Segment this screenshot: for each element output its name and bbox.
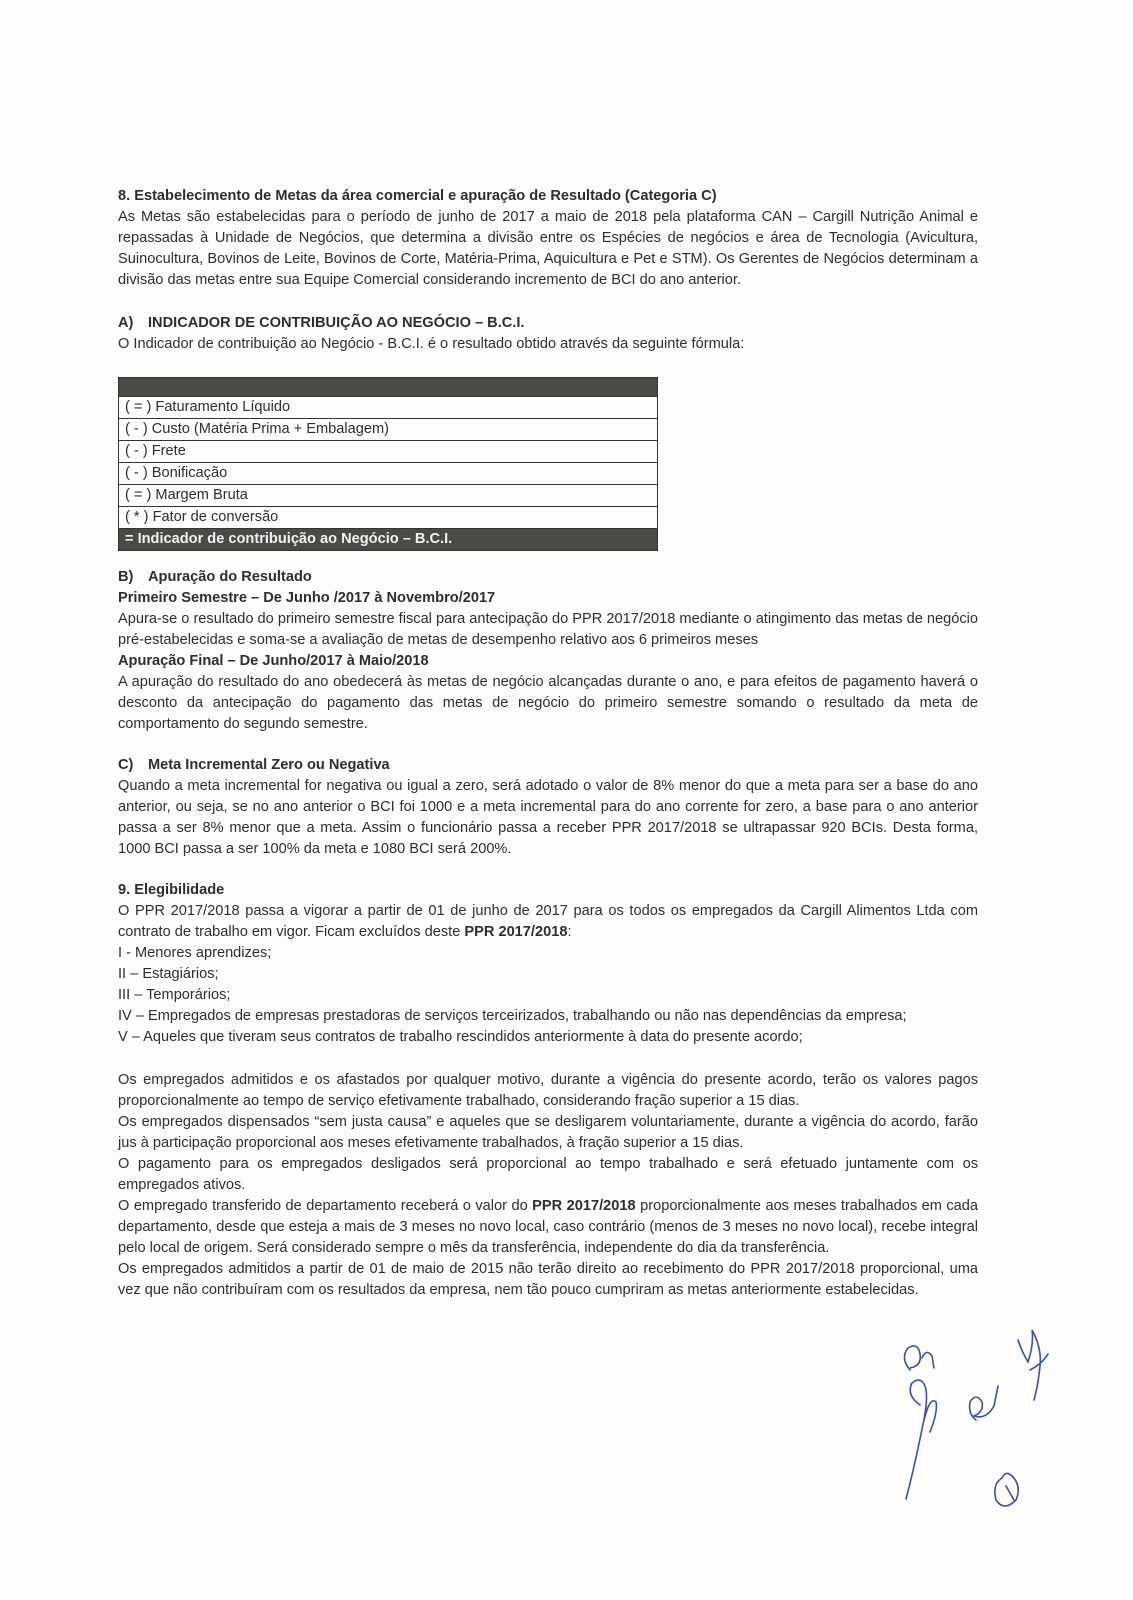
final-result-title: Apuração Final – De Junho/2017 à Maio/2018 bbox=[118, 653, 429, 669]
section-b-title: Apuração do Resultado bbox=[148, 569, 312, 585]
section-8-title: 8. Estabelecimento de Metas da área comercial e apuração de Resultado (Categoria C) bbox=[118, 188, 717, 204]
table-result-row: = Indicador de contribuição ao Negócio – B.C.I. bbox=[119, 529, 658, 551]
table-row: ( * ) Fator de conversão bbox=[119, 507, 658, 529]
paragraph: Os empregados dispensados “sem justa causa” e aqueles que se desligarem voluntariamente, durante a vigência do acordo, farão jus à participação proporcional aos meses efetivamente trabalhados, à fração superior a 15 dias. bbox=[118, 1114, 978, 1151]
table-row: ( - ) Custo (Matéria Prima + Embalagem) bbox=[119, 419, 658, 441]
section-c-label: C) bbox=[118, 757, 134, 773]
section-9-title: 9. Elegibilidade bbox=[118, 882, 225, 898]
first-semester-body: Apura-se o resultado do primeiro semestre fiscal para antecipação do PPR 2017/2018 mediante o atingimento das metas de negócio pré-estabelecidas e soma-se a avaliação de metas de desempenho relativo aos 6 primeiros meses bbox=[118, 611, 978, 648]
list-item: II – Estagiários; bbox=[118, 966, 219, 982]
table-row: ( - ) Bonificação bbox=[119, 463, 658, 485]
first-semester-title: Primeiro Semestre – De Junho /2017 à Novembro/2017 bbox=[118, 590, 496, 606]
section-a-label: A) bbox=[118, 315, 134, 331]
list-item: V – Aqueles que tiveram seus contratos de trabalho rescindidos anteriormente à data do presente acordo; bbox=[118, 1029, 803, 1045]
list-item: III – Temporários; bbox=[118, 987, 231, 1003]
table-row: ( - ) Frete bbox=[119, 441, 658, 463]
list-item: IV – Empregados de empresas prestadoras de serviços terceirizados, trabalhando ou não nas dependências da empresa; bbox=[118, 1008, 907, 1024]
section-b-heading bbox=[118, 567, 978, 588]
section-a-title: INDICADOR DE CONTRIBUIÇÃO AO NEGÓCIO – B.C.I. bbox=[148, 315, 525, 331]
paragraph: Os empregados admitidos a partir de 01 de maio de 2015 não terão direito ao recebimento do PPR 2017/2018 proporcional, uma vez que não contribuíram com os resultados da empresa, nem tão pouco cumpriram as metas anteriormente estabelecidas. bbox=[118, 1261, 978, 1298]
document-content bbox=[118, 186, 978, 1301]
paragraph: O empregado transferido de departamento receberá o valor do PPR 2017/2018 proporcionalmente aos meses trabalhados em cada departamento, desde que esteja a mais de 3 meses no novo local, caso contrário (menos de 3 meses no novo local), recebe integral pelo local de origem. Será considerado sempre o mês da transferência, independente do dia da transferência. bbox=[118, 1198, 978, 1256]
table-row: ( = ) Margem Bruta bbox=[119, 485, 658, 507]
handwritten-initials bbox=[880, 1310, 1080, 1530]
section-c-title: Meta Incremental Zero ou Negativa bbox=[148, 757, 390, 773]
section-c-body: Quando a meta incremental for negativa ou igual a zero, será adotado o valor de 8% menor do que a meta para ser a base do ano anterior, ou seja, se no ano anterior o BCI foi 1000 e a meta incremental para do ano corrente for zero, a base para o ano anterior passa a ser 8% menor que a meta. Assim o funcionário passa a receber PPR 2017/2018 se ultrapassar 920 BCIs. Desta forma, 1000 BCI passa a ser 100% da meta e 1080 BCI será 200%. bbox=[118, 778, 978, 857]
list-item: I - Menores aprendizes; bbox=[118, 945, 272, 961]
section-a-heading bbox=[118, 313, 978, 334]
section-b-label: B) bbox=[118, 569, 134, 585]
section-9-intro: O PPR 2017/2018 passa a vigorar a partir de 01 de junho de 2017 para os todos os empregados da Cargill Alimentos Ltda com contrato de trabalho em vigor. Ficam excluídos deste PPR 2017/2018: bbox=[118, 903, 978, 940]
paragraph: O pagamento para os empregados desligados será proporcional ao tempo trabalhado e será efetuado juntamente com os empregados ativos. bbox=[118, 1156, 978, 1193]
bci-formula-table bbox=[118, 377, 658, 551]
section-8-body: As Metas são estabelecidas para o período de junho de 2017 a maio de 2018 pela plataforma CAN – Cargill Nutrição Animal e repassadas à Unidade de Negócios, que determina a divisão entre os Espécies de negócios e área de Tecnologia (Avicultura, Suinocultura, Bovinos de Leite, Bovinos de Corte, Matéria-Prima, Aquicultura e Pet e STM). Os Gerentes de Negócios determinam a divisão das metas entre sua Equipe Comercial considerando incremento de BCI do ano anterior. bbox=[118, 209, 978, 288]
section-a-intro: O Indicador de contribuição ao Negócio - B.C.I. é o resultado obtido através da seguinte fórmula: bbox=[118, 336, 745, 352]
section-c-heading bbox=[118, 755, 978, 776]
paragraph: Os empregados admitidos e os afastados por qualquer motivo, durante a vigência do presente acordo, terão os valores pagos proporcionalmente ao tempo de serviço efetivamente trabalhado, considerando fração superior a 15 dias. bbox=[118, 1072, 978, 1109]
table-row: ( = ) Faturamento Líquido bbox=[119, 397, 658, 419]
table-header-bar bbox=[119, 378, 658, 397]
final-result-body: A apuração do resultado do ano obedecerá às metas de negócio alcançadas durante o ano, e para efeitos de pagamento haverá o desconto da antecipação do pagamento das metas de negócio do primeiro semestre somando o resultado da meta de comportamento do segundo semestre. bbox=[118, 674, 978, 732]
